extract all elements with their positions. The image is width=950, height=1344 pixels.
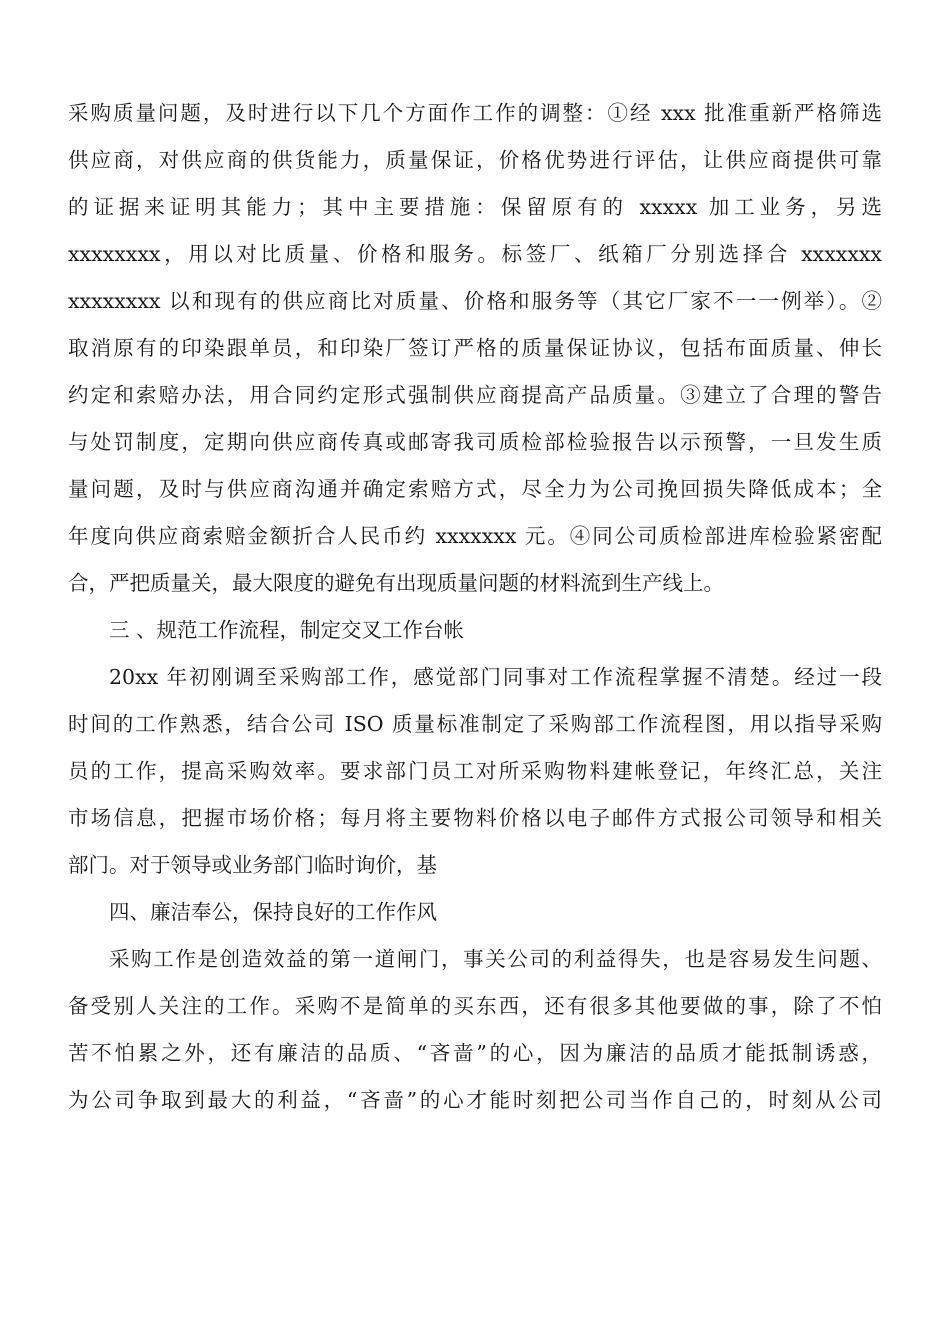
text-line (68, 701, 882, 748)
text-line (68, 325, 882, 372)
line-text: 约定和索赔办法，用合同约定形式强制供应商提高产品质量。③建立了合理的警告 (68, 383, 882, 407)
line-text: 时间的工作熟悉，结合公司 ISO 质量标准制定了采购部工作流程图，用以指导采购 (68, 712, 882, 736)
line-text: 20xx 年初刚调至采购部工作，感觉部门同事对工作流程掌握不清楚。经过一段 (109, 665, 882, 689)
text-line (68, 1077, 882, 1124)
section-heading-text: 四、廉洁奉公，保持良好的工作作风 (109, 900, 437, 924)
text-line (68, 90, 882, 137)
text-line (68, 231, 882, 278)
line-text: 部门。对于领导或业务部门临时询价，基 (68, 853, 437, 877)
document-body (68, 90, 882, 1124)
line-text: 供应商，对供应商的供货能力，质量保证，价格优势进行评估，让供应商提供可靠 (68, 148, 882, 172)
text-line (68, 795, 882, 842)
line-text: 与处罚制度，定期向供应商传真或邮寄我司质检部检验报告以示预警，一旦发生质 (68, 430, 882, 454)
text-line (68, 466, 882, 513)
line-text: 备受别人关注的工作。采购不是简单的买东西，还有很多其他要做的事，除了不怕 (68, 994, 882, 1018)
line-text: 员的工作，提高采购效率。要求部门员工对所采购物料建帐登记，年终汇总，关注 (68, 759, 882, 783)
line-text: 年度向供应商索赔金额折合人民币约 xxxxxxx 元。④同公司质检部进库检验紧密配 (68, 524, 882, 548)
text-line (68, 560, 882, 607)
text-line (68, 936, 882, 983)
line-text: 市场信息，把握市场价格；每月将主要物料价格以电子邮件方式报公司领导和相关 (68, 806, 882, 830)
line-text: xxxxxxxx，用以对比质量、价格和服务。标签厂、纸箱厂分别选择合 xxxxxxx (68, 242, 882, 266)
text-line (68, 278, 882, 325)
line-text: 合，严把质量关，最大限度的避免有出现质量问题的材料流到生产线上。 (68, 571, 724, 595)
line-text: 为公司争取到最大的利益，“吝啬”的心才能时刻把公司当作自己的，时刻从公司 (68, 1088, 882, 1112)
text-line (68, 654, 882, 701)
line-text: 采购质量问题，及时进行以下几个方面作工作的调整：①经 xxx 批准重新严格筛选 (68, 101, 882, 125)
section-heading-text: 三 、规范工作流程，制定交叉工作台帐 (109, 618, 465, 642)
text-line (68, 513, 882, 560)
line-text: 采购工作是创造效益的第一道闸门，事关公司的利益得失，也是容易发生问题、 (109, 947, 882, 971)
text-line (68, 137, 882, 184)
section-heading (68, 889, 882, 936)
line-text: xxxxxxxx 以和现有的供应商比对质量、价格和服务等（其它厂家不一一例举）。② (68, 289, 882, 313)
line-text: 量问题，及时与供应商沟通并确定索赔方式，尽全力为公司挽回损失降低成本；全 (68, 477, 882, 501)
text-line (68, 184, 882, 231)
text-line (68, 842, 882, 889)
text-line (68, 748, 882, 795)
line-text: 的证据来证明其能力；其中主要措施：保留原有的 xxxxx 加工业务，另选 (68, 195, 882, 219)
text-line (68, 983, 882, 1030)
text-line (68, 372, 882, 419)
section-heading (68, 607, 882, 654)
text-line (68, 1030, 882, 1077)
line-text: 取消原有的印染跟单员，和印染厂签订严格的质量保证协议，包括布面质量、伸长 (68, 336, 882, 360)
line-text: 苦不怕累之外，还有廉洁的品质、“吝啬”的心，因为廉洁的品质才能抵制诱惑， (68, 1041, 882, 1065)
text-line (68, 419, 882, 466)
